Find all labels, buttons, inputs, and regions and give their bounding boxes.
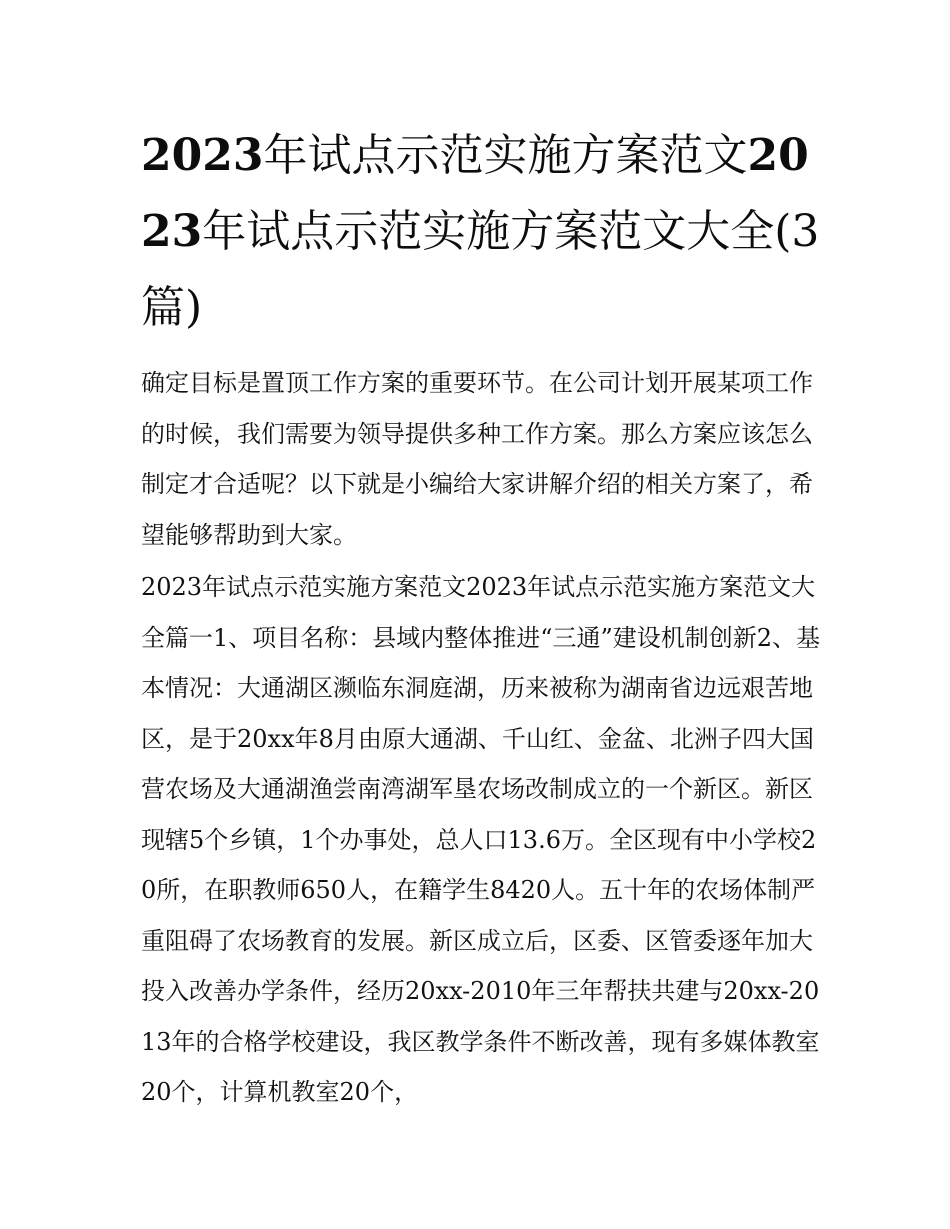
document-content	[141, 118, 821, 1118]
document-title	[141, 118, 821, 346]
title-line1-text: 年试点示范实施方案范文	[263, 130, 748, 181]
title-line2-text: 年试点示范实施方案范文	[202, 206, 687, 257]
intro-paragraph: 确定目标是置顶工作方案的重要环节。在公司计划开展某项工作的时候，我们需要为领导提供多种工作方案。那么方案应该怎么制定才合适呢？以下就是小编给大家讲解介绍的相关方案了，希望能够帮助到大家。	[141, 369, 813, 549]
title-line3-text: 大全(3篇)	[141, 206, 820, 333]
title-line1-year: 2023	[141, 130, 264, 181]
body-paragraph: 2023年试点示范实施方案范文2023年试点示范实施方案范文大全篇一1、项目名称：县域内整体推进“三通”建设机制创新2、基本情况：大通湖区濒临东洞庭湖，历来被称为湖南省边远艰苦地区，是于20xx年8月由原大通湖、千山红、金盆、北洲子四大国营农场及大通湖渔尝南湾湖军垦农场改制成立的一个新区。新区现辖5个乡镇，1个办事处，总人口13.6万。全区现有中小学校20所，在职教师650人，在籍学生8420人。五十年的农场体制严重阻碍了农场教育的发展。新区成立后，区委、区管委逐年加大投入改善办学条件，经历20xx-2010年三年帮扶共建与20xx-2013年的合格学校建设，我区教学条件不断改善，现有多媒体教室20个，计算机教室20个，	[141, 573, 821, 1106]
title-line2-year: 2023	[141, 130, 809, 257]
